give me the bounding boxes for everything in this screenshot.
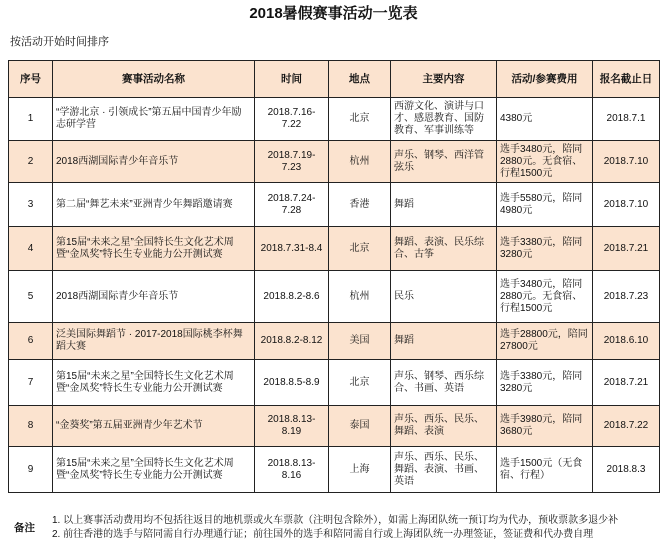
cell-fee: 选手28800元，陪同27800元 [497, 323, 593, 360]
cell-time: 2018.7.16-7.22 [255, 98, 329, 141]
cell-name: 2018西湖国际青少年音乐节 [53, 141, 255, 183]
cell-place: 杭州 [329, 141, 391, 183]
cell-fee: 4380元 [497, 98, 593, 141]
note-item: 2. 前往香港的选手与陪同需自行办理通行证；前往国外的选手和陪同需自行或上海团队统一办理签证，签证费和代办费自理 [52, 529, 594, 540]
cell-time: 2018.8.13-8.19 [255, 406, 329, 447]
page-title: 2018暑假赛事活动一览表 [249, 5, 418, 22]
cell-content: 声乐、钢琴、西乐综合、书画、英语 [391, 360, 497, 406]
cell-no: 4 [9, 227, 53, 271]
cell-no: 6 [9, 323, 53, 360]
header-fee: 活动/参赛费用 [497, 61, 593, 98]
cell-fee: 选手3380元，陪同3280元 [497, 360, 593, 406]
cell-deadline: 2018.8.3 [593, 447, 660, 493]
table-header-row [9, 61, 660, 98]
table-row [9, 141, 660, 183]
cell-name: 第15届“未来之星”全国特长生文化艺术周暨“金凤奖”特长生专业能力公开测试赛 [53, 227, 255, 271]
header-name: 赛事活动名称 [53, 61, 255, 98]
cell-time: 2018.8.13-8.16 [255, 447, 329, 493]
cell-content: 西游文化、演讲与口才、感恩教育、国防教育、军事训练等 [391, 98, 497, 141]
header-time: 时间 [255, 61, 329, 98]
cell-content: 舞蹈 [391, 323, 497, 360]
table-row [9, 271, 660, 323]
cell-deadline: 2018.7.10 [593, 141, 660, 183]
cell-no: 3 [9, 183, 53, 227]
cell-fee: 选手1500元（无食宿、行程） [497, 447, 593, 493]
cell-name: 2018西湖国际青少年音乐节 [53, 271, 255, 323]
table-row [9, 183, 660, 227]
cell-no: 1 [9, 98, 53, 141]
cell-no: 8 [9, 406, 53, 447]
table-row [9, 406, 660, 447]
cell-content: 声乐、钢琴、西洋管弦乐 [391, 141, 497, 183]
cell-place: 泰国 [329, 406, 391, 447]
cell-place: 香港 [329, 183, 391, 227]
cell-time: 2018.7.24-7.28 [255, 183, 329, 227]
cell-deadline: 2018.7.21 [593, 360, 660, 406]
cell-no: 7 [9, 360, 53, 406]
header-content: 主要内容 [391, 61, 497, 98]
cell-content: 舞蹈 [391, 183, 497, 227]
cell-place: 上海 [329, 447, 391, 493]
cell-name: “学游北京 · 引领成长”第五届中国青少年励志研学营 [53, 98, 255, 141]
cell-name: 泛美国际舞蹈节 · 2017-2018国际桃李杯舞蹈大赛 [53, 323, 255, 360]
cell-fee: 选手3980元，陪同3680元 [497, 406, 593, 447]
cell-name: 第15届“未来之星”全国特长生文化艺术周暨“金凤奖”特长生专业能力公开测试赛 [53, 447, 255, 493]
cell-time: 2018.7.19-7.23 [255, 141, 329, 183]
cell-time: 2018.7.31-8.4 [255, 227, 329, 271]
notes-label: 备注 [14, 522, 35, 534]
table-row [9, 323, 660, 360]
events-table [8, 60, 660, 493]
cell-place: 美国 [329, 323, 391, 360]
cell-time: 2018.8.5-8.9 [255, 360, 329, 406]
table-row [9, 98, 660, 141]
cell-no: 5 [9, 271, 53, 323]
cell-name: 第二届“舞艺未来”亚洲青少年舞蹈邀请赛 [53, 183, 255, 227]
notes-list [52, 514, 659, 542]
cell-no: 9 [9, 447, 53, 493]
table-row [9, 447, 660, 493]
cell-no: 2 [9, 141, 53, 183]
cell-time: 2018.8.2-8.6 [255, 271, 329, 323]
cell-content: 声乐、西乐、民乐、舞蹈、表演、书画、英语 [391, 447, 497, 493]
cell-deadline: 2018.7.10 [593, 183, 660, 227]
cell-name: “金葵奖”第五届亚洲青少年艺术节 [53, 406, 255, 447]
cell-fee: 选手3380元，陪同3280元 [497, 227, 593, 271]
header-deadline: 报名截止日 [593, 61, 660, 98]
cell-place: 杭州 [329, 271, 391, 323]
header-place: 地点 [329, 61, 391, 98]
cell-content: 声乐、西乐、民乐、舞蹈、表演 [391, 406, 497, 447]
table-row [9, 360, 660, 406]
sort-note: 按活动开始时间排序 [10, 36, 109, 48]
cell-name: 第15届“未来之星”全国特长生文化艺术周暨“金凤奖”特长生专业能力公开测试赛 [53, 360, 255, 406]
cell-deadline: 2018.6.10 [593, 323, 660, 360]
cell-place: 北京 [329, 360, 391, 406]
cell-content: 舞蹈、表演、民乐综合、古筝 [391, 227, 497, 271]
cell-deadline: 2018.7.21 [593, 227, 660, 271]
table-row [9, 227, 660, 271]
cell-deadline: 2018.7.1 [593, 98, 660, 141]
header-no: 序号 [9, 61, 53, 98]
cell-fee: 选手5580元，陪同4980元 [497, 183, 593, 227]
cell-content: 民乐 [391, 271, 497, 323]
cell-time: 2018.8.2-8.12 [255, 323, 329, 360]
cell-deadline: 2018.7.23 [593, 271, 660, 323]
cell-fee: 选手3480元，陪同2880元。无食宿、行程1500元 [497, 271, 593, 323]
cell-fee: 选手3480元，陪同2880元。无食宿、行程1500元 [497, 141, 593, 183]
cell-place: 北京 [329, 227, 391, 271]
note-item: 1. 以上赛事活动费用均不包括往返目的地机票或火车票款（注明包含除外），如需上海团队统一预订均为代办，预收票款多退少补 [52, 515, 619, 526]
cell-place: 北京 [329, 98, 391, 141]
cell-deadline: 2018.7.22 [593, 406, 660, 447]
